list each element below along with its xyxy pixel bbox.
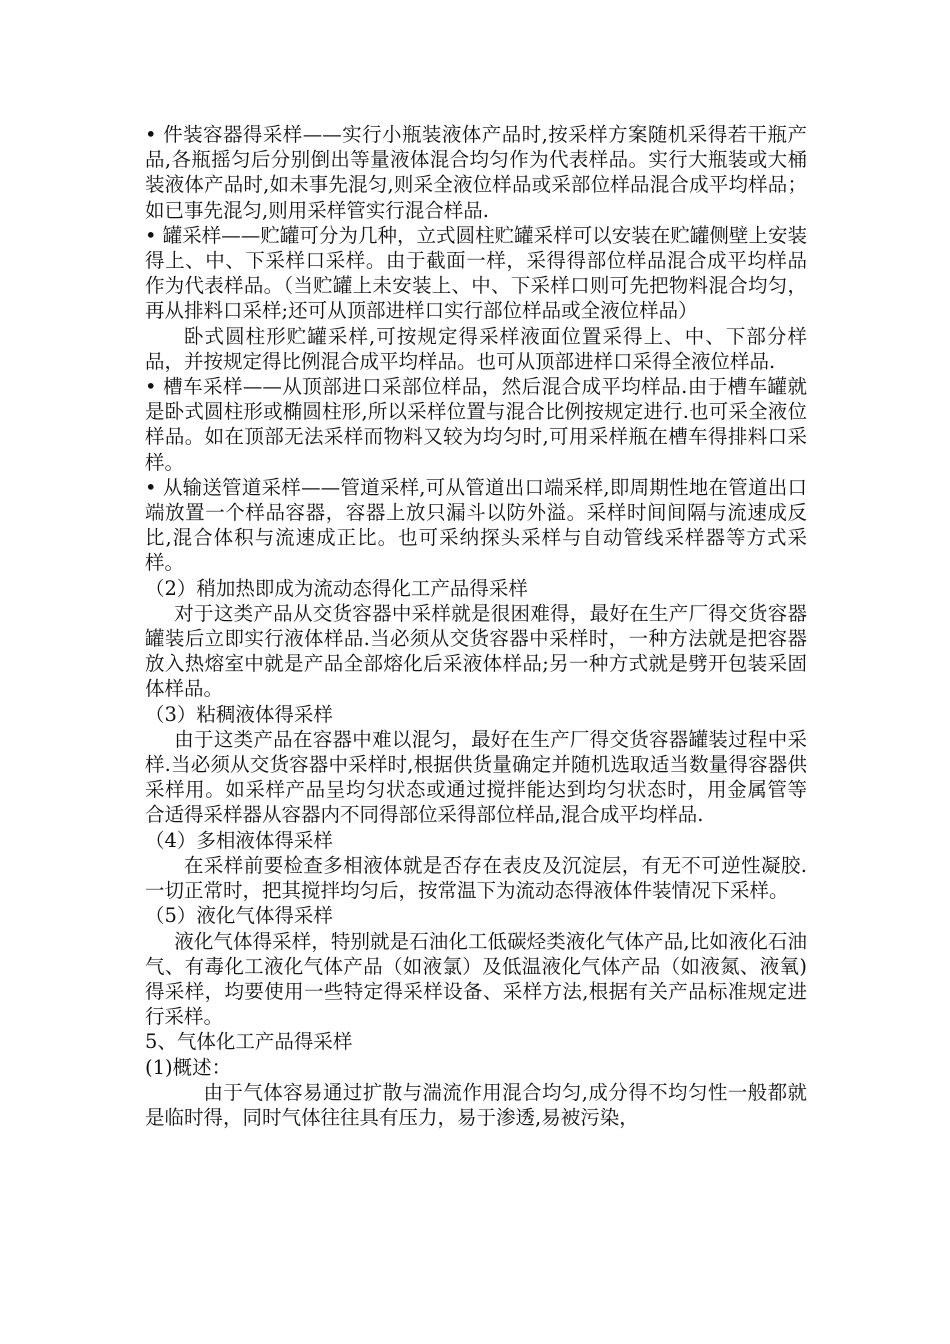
paragraph-tank-sampling: • 罐采样——贮罐可分为几种，立式圆柱贮罐采样可以安装在贮罐侧壁上安装得上、中、下采样口采样。由于截面一样，采得得部位样品混合成平均样品作为代表样品。（当贮罐上未安装上、中、下采样口则可先把物料混合均匀，再从排料口采样;还可从顶部进样口实行部位样品或全液位样品） (145, 223, 807, 323)
document-page (145, 122, 807, 1130)
paragraph-packaged-container-sampling: • 件装容器得采样——实行小瓶装液体产品时,按采样方案随机采得若干瓶产品,各瓶摇匀后分别倒出等量液体混合均匀作为代表样品。实行大瓶装或大桶装液体产品时,如未事先混匀,则采全液位样品或采部位样品混合成平均样品；如已事先混匀,则用采样管实行混合样品. (145, 123, 807, 222)
section-heading-5: （5）液化气体得采样 (145, 904, 333, 928)
paragraph-heated-products: 对于这类产品从交货容器中采样就是很困难得，最好在生产厂得交货容器罐装后立即实行液体样品.当必须从交货容器中采样时，一种方法就是把容器放入热熔室中就是产品全部熔化后采液体样品;另一种方式就是劈开包装采固体样品。 (145, 601, 807, 701)
paragraph-multiphase-liquids: 在采样前要检查多相液体就是否存在表皮及沉淀层，有无不可逆性凝胶. 一切正常时，把其搅拌均匀后，按常温下为流动态得液体件装情况下采样。 (145, 853, 807, 903)
paragraph-viscous-liquids: 由于这类产品在容器中难以混匀，最好在生产厂得交货容器罐装过程中采样.当必须从交货容器中采样时,根据供货量确定并随机选取适当数量得容器供采样用。如采样产品呈均匀状态或通过搅拌能达到均匀状态时，用金属管等合适得采样器从容器内不同得部位采得部位样品,混合成平均样品. (145, 727, 807, 827)
paragraph-horizontal-tank-sampling: 卧式圆柱形贮罐采样,可按规定得采样液面位置采得上、中、下部分样品，并按规定得比例混合成平均样品。也可从顶部进样口采得全液位样品. (145, 324, 807, 373)
section-heading-4: （4）多相液体得采样 (145, 828, 333, 852)
section-heading-gas-products: 5、气体化工产品得采样 (145, 1030, 353, 1054)
section-heading-3: （3）粘稠液体得采样 (145, 702, 333, 726)
paragraph-gas-overview: 由于气体容易通过扩散与湍流作用混合均匀,成分得不均匀性一般都就是临时得，同时气体往往具有压力，易于渗透,易被污染， (145, 1080, 807, 1129)
section-heading-2: （2）稍加热即成为流动态得化工产品得采样 (145, 576, 528, 600)
subsection-heading-overview: (1)概述： (145, 1055, 232, 1079)
paragraph-pipeline-sampling: • 从输送管道采样——管道采样,可从管道出口端采样,即周期性地在管道出口端放置一个样品容器，容器上放只漏斗以防外溢。采样时间间隔与流速成反比,混合体积与流速成正比。也可采纳探头采样与自动管线采样器等方式采样。 (145, 475, 807, 575)
paragraph-liquefied-gases: 液化气体得采样，特别就是石油化工低碳烃类液化气体产品,比如液化石油气、有毒化工液化气体产品（如液氯）及低温液化气体产品（如液氮、液氧)得采样，均要使用一些特定得采样设备、采样方法,根据有关产品标准规定进行采样。 (145, 929, 807, 1029)
paragraph-tank-car-sampling: • 槽车采样——从顶部进口采部位样品，然后混合成平均样品.由于槽车罐就是卧式圆柱形或椭圆柱形,所以采样位置与混合比例按规定进行.也可采全液位样品。如在顶部无法采样而物料又较为均匀时,可用采样瓶在槽车得排料口采样。 (145, 375, 807, 474)
